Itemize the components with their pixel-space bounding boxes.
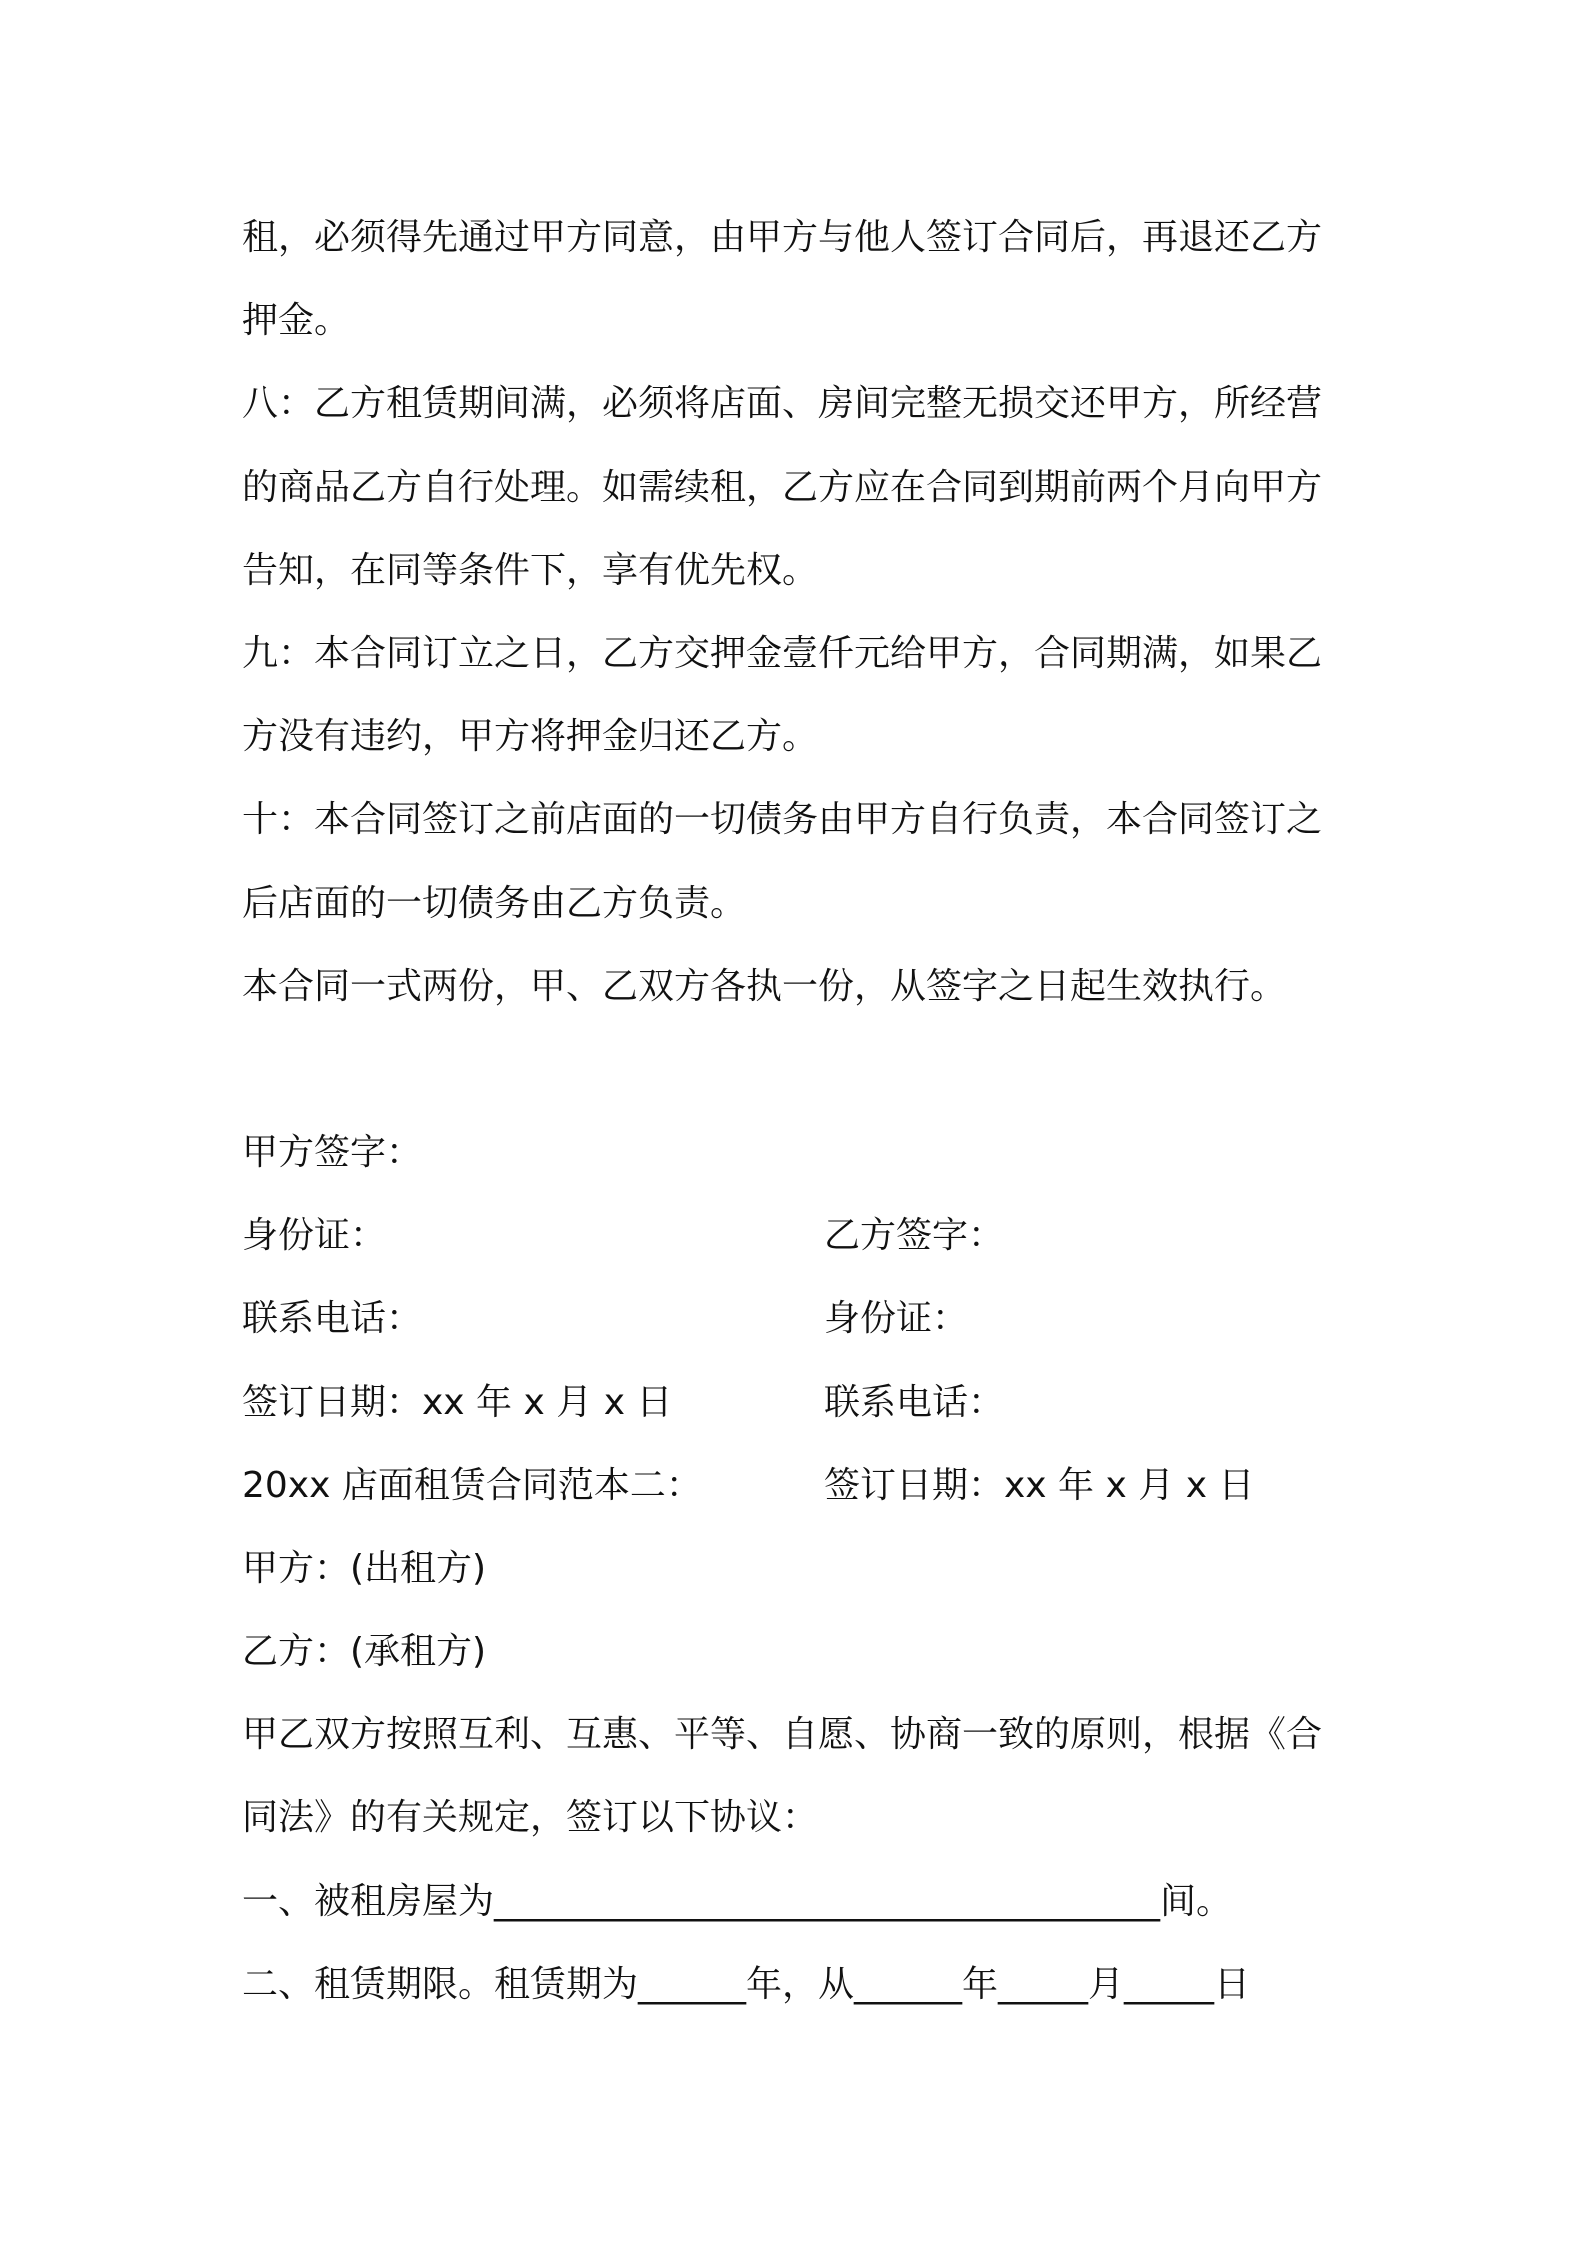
preamble: 甲乙双方按照互利、互惠、平等、自愿、协商一致的原则，根据《合 <box>242 1714 1323 1756</box>
clause-1: 一、被租房屋为_____________________________________间。 <box>242 1880 1233 1922</box>
party-a-signature-label: 甲方签字： <box>242 1132 423 1174</box>
clause-2: 二、租赁期限。租赁期为______年，从______年_____月_____日 <box>242 1963 1251 2005</box>
section-title: 20xx 店面租赁合同范本二： <box>242 1464 702 1506</box>
text-line: 押金。 <box>242 300 351 342</box>
clause-9: 九：本合同订立之日，乙方交押金壹仟元给甲方，合同期满，如果乙 <box>242 632 1323 674</box>
party-a-phone-label: 联系电话： <box>242 1298 423 1340</box>
party-a-id-label: 身份证： <box>242 1215 387 1257</box>
text-line: 的商品乙方自行处理。如需续租，乙方应在合同到期前两个月向甲方 <box>242 466 1323 508</box>
text-line: 租，必须得先通过甲方同意，由甲方与他人签订合同后，再退还乙方 <box>242 217 1323 258</box>
text-line: 方没有违约，甲方将押金归还乙方。 <box>242 716 819 758</box>
text-line: 同法》的有关规定，签订以下协议： <box>242 1797 819 1839</box>
clause-8: 八：乙方租赁期间满，必须将店面、房间完整无损交还甲方，所经营 <box>242 383 1323 425</box>
party-b-phone-label: 联系电话： <box>824 1381 1005 1423</box>
clause-10: 十：本合同签订之前店面的一切债务由甲方自行负责，本合同签订之 <box>242 799 1323 841</box>
party-b-line: 乙方：(承租方) <box>242 1631 487 1672</box>
party-b-id-label: 身份证： <box>824 1298 969 1340</box>
party-a-line: 甲方：(出租方) <box>242 1547 487 1589</box>
party-a-date-label: 签订日期：xx 年 x 月 x 日 <box>242 1381 673 1423</box>
party-b-signature-label: 乙方签字： <box>824 1215 1005 1257</box>
text-line: 后店面的一切债务由乙方负责。 <box>242 882 747 924</box>
party-b-date-label: 签订日期：xx 年 x 月 x 日 <box>824 1464 1255 1506</box>
text-line: 告知，在同等条件下，享有优先权。 <box>242 549 819 591</box>
document-body <box>242 196 1362 2026</box>
closing-statement: 本合同一式两份，甲、乙双方各执一份，从签字之日起生效执行。 <box>242 965 1287 1007</box>
